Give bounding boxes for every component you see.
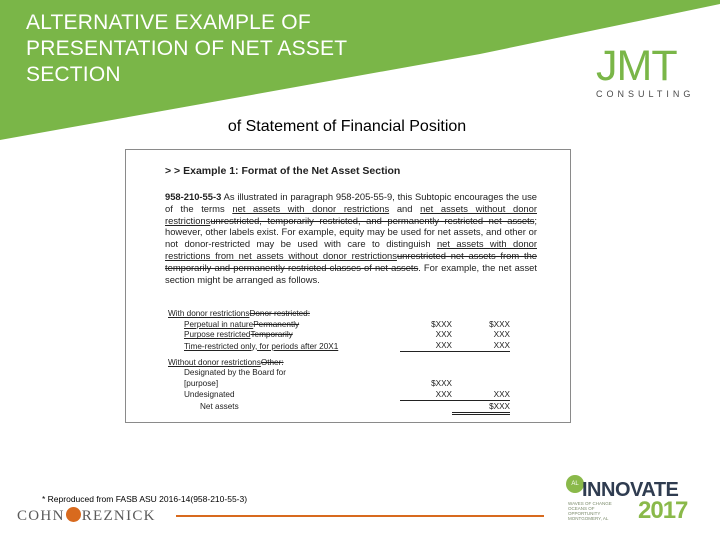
row-label-new: Without donor restrictions [168,357,261,367]
table-row [168,308,510,319]
table-row [168,367,510,378]
net-asset-table [168,308,510,415]
row-label-new: Time-restricted only, for periods after 20X1 [184,341,339,351]
innovate-year: 2017 [638,497,688,524]
row-label-old: Temporarily [250,330,293,340]
cell [400,352,452,368]
row-label: Undesignated [184,390,235,400]
table-row [168,400,510,413]
state-badge-icon: AL [566,475,584,493]
slide-subtitle: of Statement of Financial Position [227,118,467,135]
inserted-text: net assets with donor restrictions from net assets without donor restrictions [165,238,538,261]
cohn-logo-right: REZNICK [81,508,156,524]
paragraph-reference: 958-210-55-3 [165,191,222,202]
table-row [168,340,510,351]
cell: $XXX [489,319,510,329]
cell: XXX [452,340,510,351]
deleted-text: unrestricted net assets from the temporarily and permanently restricted classes of net assets [165,249,538,273]
table-row [168,378,510,389]
excerpt-paragraph [165,191,537,285]
jmt-logo-main: JMT [596,42,677,90]
cell: $XXX [452,400,510,413]
row-label: [purpose] [184,379,219,389]
para-text: . For example, the net asset section might be arranged as follows. [165,261,537,285]
cohn-logo-left: COHN [17,508,65,524]
row-label-new: Purpose restricted [184,330,251,340]
table-row [168,352,510,368]
slide-title-line: ALTERNATIVE EXAMPLE OF [26,11,311,34]
slide-title-line: SECTION [26,63,121,86]
innovate-tagline: WAVES OF CHANGE OCEANS OF OPPORTUNITY MONTGOMERY, AL [568,501,612,521]
cell [400,400,452,413]
logo-mark-icon [66,507,81,522]
asu-excerpt-image [125,149,571,423]
cell [452,378,510,389]
slide-title [26,10,426,88]
para-text: and [389,202,421,214]
cell: $XXX [431,319,452,329]
row-label-new: Perpetual in nature [184,319,254,329]
cell [452,352,510,368]
cell: XXX [493,330,510,340]
row-label: Designated by the Board for [184,368,286,378]
table-row [168,330,510,341]
cell: XXX [435,330,452,340]
jmt-consulting-logo [596,42,695,104]
slide-title-line: PRESENTATION OF NET ASSET [26,37,348,60]
row-label-old: Permanently [253,319,300,329]
row-label-new: With donor restrictions [168,308,250,318]
cell: XXX [400,389,452,400]
deleted-text: unrestricted, temporarily restricted, and permanently restricted net assets [210,214,535,226]
innovate-wordmark: INNOVATE [582,479,679,501]
inserted-text: net assets without donor restrictions [165,202,537,226]
excerpt-heading: > > Example 1: Format of the Net Asset Section [165,165,401,177]
para-text: ; however, other labels exist. For example, equity may be used for net assets, and other or not donor-restricted may be used with care to distinguish [165,214,537,250]
cohnreznick-logo [17,507,156,525]
cell [400,367,452,378]
table-row [168,319,510,330]
row-label-old: Donor restricted: [249,308,310,318]
footer-divider [176,515,544,517]
footnote: * Reproduced from FASB ASU 2016-14(958-210-55-3) [42,494,248,504]
cell [400,308,452,319]
cell [452,367,510,378]
para-text: As illustrated in paragraph 958-205-55-9, this Subtopic encourages the use of the terms [165,191,537,214]
innovate-2017-logo [566,475,696,527]
row-label-old: Other: [260,357,284,367]
cell [452,308,510,319]
cell: $XXX [431,379,452,389]
inserted-text: net assets with donor restrictions [232,202,390,214]
cell: XXX [452,389,510,400]
row-label: Net assets [200,402,239,412]
jmt-logo-sub: CONSULTING [596,89,695,99]
cell: XXX [400,340,452,351]
table-row [168,389,510,400]
